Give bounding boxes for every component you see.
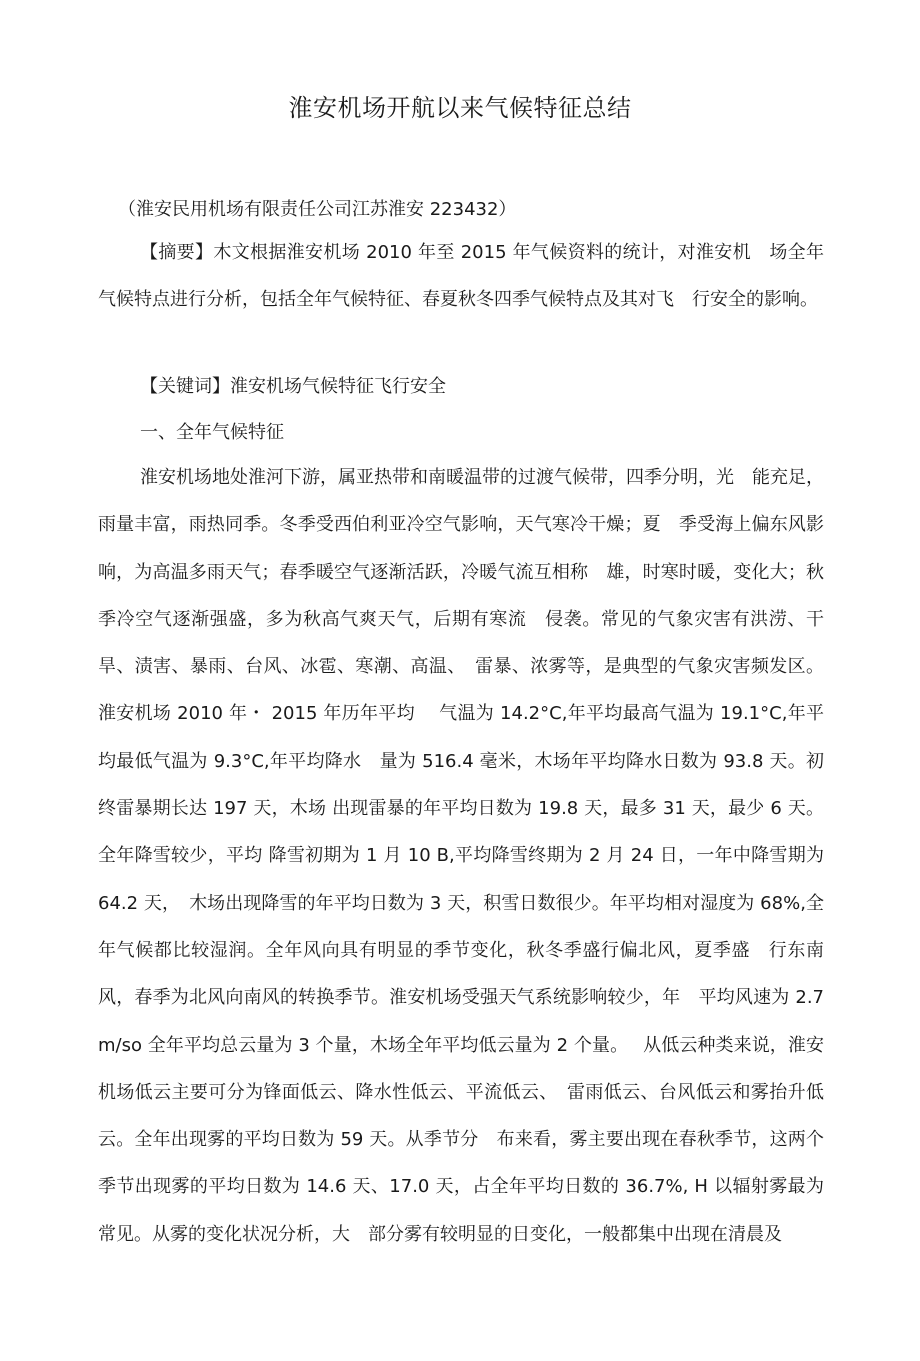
affiliation: （淮安民用机场有限责任公司江苏淮安 223432） — [118, 199, 517, 220]
abstract-text: 木文根据淮安机场 2010 年至 2015 年气候资料的统计，对淮安机 场全年气候特点进行分析，包括全年气候特征、春夏秋冬四季气候特点及其对飞 行安全的影响。 — [98, 242, 824, 311]
abstract-paragraph — [98, 229, 824, 324]
keywords-label: 【关键词】 — [140, 376, 230, 397]
keywords-line — [140, 372, 446, 402]
page-title: 淮安机场开航以来气候特征总结 — [288, 94, 632, 122]
keywords-text: 淮安机场气候特征飞行安全 — [230, 376, 446, 397]
abstract-label: 【摘要】 — [140, 242, 214, 263]
section-heading: 一、全年气候特征 — [140, 422, 284, 443]
section-body-paragraph: 淮安机场地处淮河下游，属亚热带和南暖温带的过渡气候带，四季分明，光 能充足，雨量丰富，雨热同季。冬季受西伯利亚冷空气影响，天气寒冷干燥；夏 季受海上偏东风影响，为高温多雨天气；春季暖空气逐渐活跃，冷暖气流互相称 雄，时寒时暖，变化大；秋季冷空气逐渐强盛，多为秋高气爽天气，后期有寒流 侵袭。常见的气象灾害有洪涝、干旱、渍害、暴雨、台风、冰雹、寒潮、高温、 雷暴、浓雾等，是典型的气象灾害频发区。淮安机场 2010 年・ 2015 年历年平均 气温为 14.2°C,年平均最高气温为 19.1°C,年平均最低气温为 9.3°C,年平均降水 量为 516.4 毫米，木场年平均降水日数为 93.8 天。初终雷暴期长达 197 天，木场 出现雷暴的年平均日数为 19.8 天，最多 31 天，最少 6 天。全年降雪较少，平均 降雪初期为 1 月 10 B,平均降雪终期为 2 月 24 日，一年中降雪期为 64.2 天， 木场出现降雪的年平均日数为 3 天，积雪日数很少。年平均相对湿度为 68%,全 年气候都比较湿润。全年风向具有明显的季节变化，秋冬季盛行偏北风，夏季盛 行东南风，春季为北风向南风的转换季节。淮安机场受强天气系统影响较少，年 平均风速为 2.7m/so 全年平均总云量为 3 个量，木场全年平均低云量为 2 个量。 从低云种类来说，淮安机场低云主要可分为锋面低云、降水性低云、平流低云、 雷雨低云、台风低云和雾抬升低云。全年出现雾的平均日数为 59 天。从季节分 布来看，雾主要出现在春秋季节，这两个季节出现雾的平均日数为 14.6 天、17.0 天，占全年平均日数的 36.7%, H 以辐射雾最为常见。从雾的变化状况分析，大 部分雾有较明显的日变化，一般都集中出现在清晨及 — [98, 467, 842, 1245]
